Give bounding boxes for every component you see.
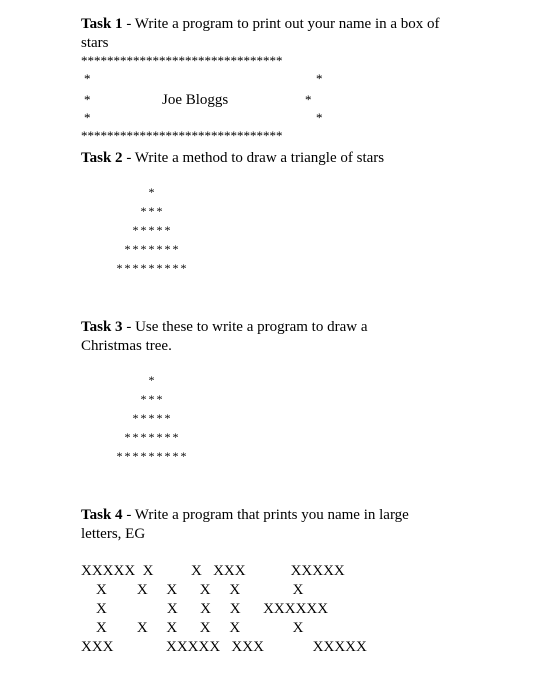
task-2-label: Task 2 — [81, 150, 123, 166]
task-1-separator: - — [122, 16, 135, 32]
tree-row: * — [148, 373, 157, 387]
star-box-side-star: * — [316, 71, 323, 86]
triangle-row: ********* — [116, 261, 189, 275]
task-4-heading — [81, 506, 451, 544]
tree-row: ***** — [132, 411, 173, 425]
triangle-row: ***** — [132, 223, 173, 237]
task-1-text: Write a program to print out your name in a box of stars — [81, 16, 440, 51]
task-1-heading — [81, 15, 461, 53]
triangle-row: *** — [140, 204, 165, 218]
triangle-row: ******* — [124, 242, 181, 256]
task-2-separator: - — [122, 150, 135, 166]
task-4-text: Write a program that prints you name in large letters, EG — [81, 507, 409, 542]
task-3-label: Task 3 — [81, 319, 123, 335]
star-box-top-border: ******************************* — [81, 53, 283, 68]
star-box-side-star: * — [305, 92, 312, 107]
star-box-side-star: * — [84, 92, 91, 107]
large-letters-row: X X X X X X — [81, 582, 304, 598]
task-2-heading — [81, 149, 461, 168]
large-letters-row: XXXXX X X XXX XXXXX — [81, 563, 345, 579]
task-3-heading — [81, 318, 411, 356]
task-1-label: Task 1 — [81, 16, 123, 32]
tree-row: ******* — [124, 430, 181, 444]
large-letters-row: X X X X XXXXXX — [81, 601, 329, 617]
task-3-separator: - — [122, 319, 136, 335]
task-2-text: Write a method to draw a triangle of stars — [134, 150, 385, 166]
task-3-text: Use these to write a program to draw a Christmas tree. — [81, 319, 368, 354]
large-letters-row: X X X X X X — [81, 620, 304, 636]
tree-row: *** — [140, 392, 165, 406]
star-box-side-star: * — [84, 110, 91, 125]
triangle-row: * — [148, 185, 157, 199]
task-4-label: Task 4 — [81, 507, 123, 523]
star-box-name: Joe Bloggs — [162, 92, 229, 108]
task-4-separator: - — [122, 507, 135, 523]
large-letters-row: XXX XXXXX XXX XXXXX — [81, 639, 367, 655]
star-box-bottom-border: ******************************* — [81, 128, 283, 143]
tree-row: ********* — [116, 449, 189, 463]
star-box-side-star: * — [316, 110, 323, 125]
star-box-side-star: * — [84, 71, 91, 86]
